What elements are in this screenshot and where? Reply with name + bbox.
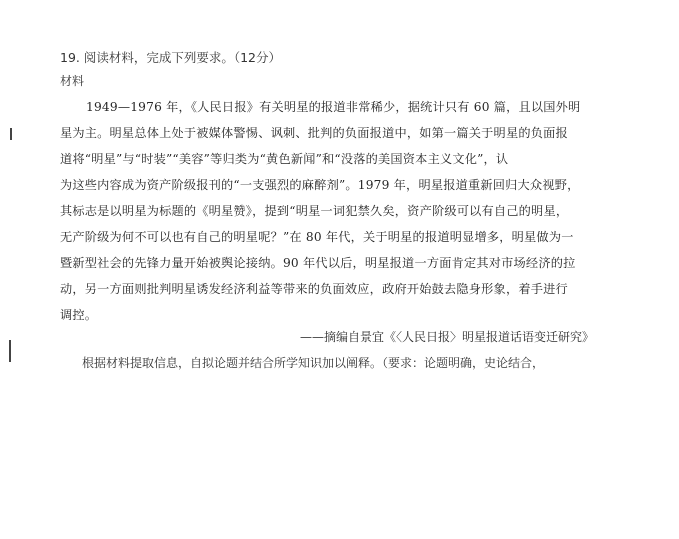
passage-line: 调控。 bbox=[60, 308, 98, 322]
passage-line: 暨新型社会的先锋力量开始被舆论接纳。90 年代以后，明星报道一方面肯定其对市场经济的拉 bbox=[60, 256, 576, 270]
passage-line: 道将“明星”与“时装”“美容”等归类为“黄色新闻”和“没落的美国资本主义文化”，认 bbox=[60, 152, 509, 166]
passage-line: 为这些内容成为资产阶级报刊的“一支强烈的麻醉剂”。1979 年，明星报道重新回归大众视野， bbox=[60, 178, 580, 192]
task-prompt: 根据材料提取信息，自拟论题并结合所学知识加以阐释。（要求：论题明确，史论结合， bbox=[82, 356, 545, 370]
margin-mark bbox=[10, 128, 12, 140]
question-header: 19. 阅读材料，完成下列要求。（12分） bbox=[60, 50, 282, 65]
passage-line: 1949—1976 年，《人民日报》有关明星的报道非常稀少，据统计只有 60 篇，且以国外明 bbox=[86, 100, 581, 114]
passage-line: 其标志是以明星为标题的《明星赞》，提到“明星一词犯禁久矣，资产阶级可以有自己的明星， bbox=[60, 204, 569, 218]
passage-line: 无产阶级为何不可以也有自己的明星呢？”在 80 年代，关于明星的报道明显增多，明星做为一 bbox=[60, 230, 574, 244]
passage-line: 动，另一方面则批判明星诱发经济利益等带来的负面效应，政府开始鼓去隐身形象，着手进行 bbox=[60, 282, 568, 296]
passage-source: ——摘编自景宜《〈人民日报〉明星报道话语变迁研究》 bbox=[300, 330, 595, 344]
passage-line: 星为主。明星总体上处于被媒体警惕、讽刺、批判的负面报道中，如第一篇关于明星的负面报 bbox=[60, 126, 568, 140]
margin-mark bbox=[9, 340, 11, 362]
material-label: 材料 bbox=[60, 74, 85, 88]
